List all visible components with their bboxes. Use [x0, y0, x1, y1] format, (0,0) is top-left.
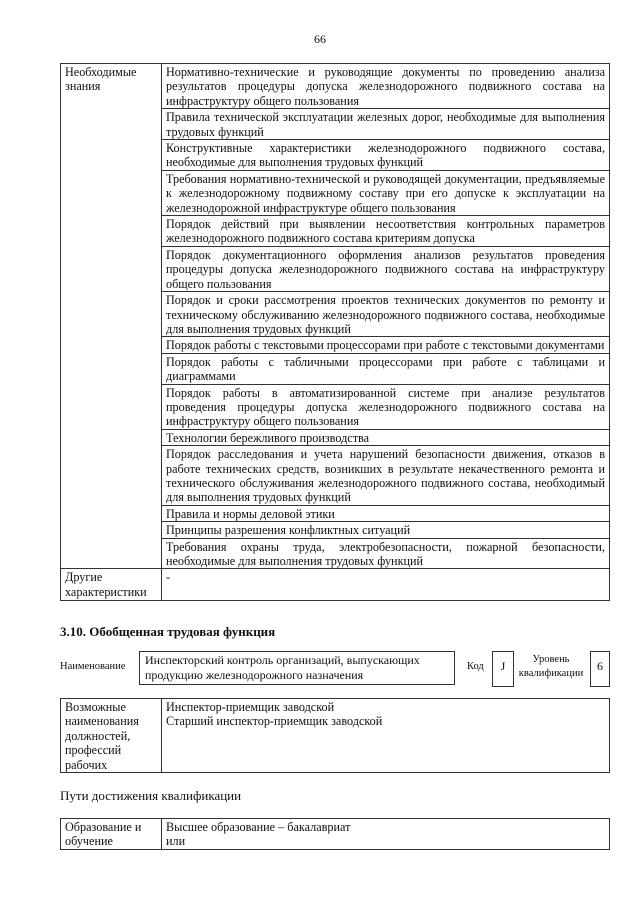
level-value: 6 — [590, 651, 610, 687]
education-item: или — [166, 834, 186, 849]
position-item: Старший инспектор-приемщик заводской — [166, 714, 383, 729]
paths-title: Пути достижения квалификации — [60, 788, 242, 803]
knowledge-item: Порядок расследования и учета нарушений безопасности движения, отказов в работе технических средств, возникших в результате некачественного ремонта и технического обслуживания железнодорожного подвижного состава, необходимый для выполнения трудовых функций — [162, 446, 610, 506]
education-table — [60, 818, 610, 850]
knowledge-item: Правила и нормы деловой этики — [162, 505, 610, 521]
level-label: Уровень квалификации — [518, 654, 584, 679]
knowledge-table — [60, 63, 610, 601]
other-value: - — [162, 569, 610, 601]
name-label: Наименование — [60, 661, 126, 672]
knowledge-item: Порядок и сроки рассмотрения проектов технических документов по ремонту и техническому обслуживанию железнодорожного подвижного состава, необходимые для выполнения трудовых функций — [162, 292, 610, 337]
position-item: Инспектор-приемщик заводской — [166, 700, 335, 714]
positions-table — [60, 698, 610, 773]
code-value: J — [492, 651, 514, 687]
knowledge-item: Порядок работы с табличными процессорами при работе с таблицами и диаграммами — [162, 353, 610, 384]
knowledge-item: Требования охраны труда, электробезопасности, пожарной безопасности, необходимые для выполнения трудовых функций — [162, 538, 610, 569]
knowledge-label: Необходимые знания — [61, 64, 162, 569]
knowledge-item: Порядок работы с текстовыми процессорами при работе с текстовыми документами — [162, 337, 610, 353]
knowledge-item: Правила технической эксплуатации железных дорог, необходимые для выполнения трудовых функций — [162, 109, 610, 140]
function-name: Инспекторский контроль организаций, выпускающих продукцию железнодорожного назначения — [139, 651, 455, 685]
positions-label: Возможные наименования должностей, профессий рабочих — [61, 699, 162, 773]
knowledge-item: Порядок документационного оформления анализов результатов проведения процедуры допуска железнодорожного подвижного состава на инфраструктуру общего пользования — [162, 246, 610, 291]
education-label: Образование и обучение — [61, 819, 162, 850]
knowledge-item: Технологии бережливого производства — [162, 429, 610, 445]
education-item: Высшее образование – бакалавриат — [166, 820, 351, 834]
other-label: Другие характеристики — [61, 569, 162, 601]
knowledge-item: Порядок действий при выявлении несоответствия контрольных параметров железнодорожного подвижного состава критериям допуска — [162, 216, 610, 247]
knowledge-item: Требования нормативно-технической и руководящей документации, предъявляемые к железнодорожному подвижному составу при его допуске к эксплуатации на железнодорожной инфраструктуре общего пользования — [162, 170, 610, 215]
page-number: 66 — [314, 32, 326, 46]
knowledge-item: Принципы разрешения конфликтных ситуаций — [162, 522, 610, 538]
knowledge-item: Конструктивные характеристики железнодорожного подвижного состава, необходимые для выполнения трудовых функций — [162, 140, 610, 171]
knowledge-item: Порядок работы в автоматизированной системе при анализе результатов проведения процедуры допуска железнодорожного подвижного состава на инфраструктуру общего пользования — [162, 384, 610, 429]
knowledge-item: Нормативно-технические и руководящие документы по проведению анализа результатов процедуры допуска железнодорожного подвижного состава на инфраструктуру общего пользования — [162, 64, 610, 109]
section-title: 3.10. Обобщенная трудовая функция — [60, 624, 276, 639]
code-label: Код — [467, 661, 484, 672]
